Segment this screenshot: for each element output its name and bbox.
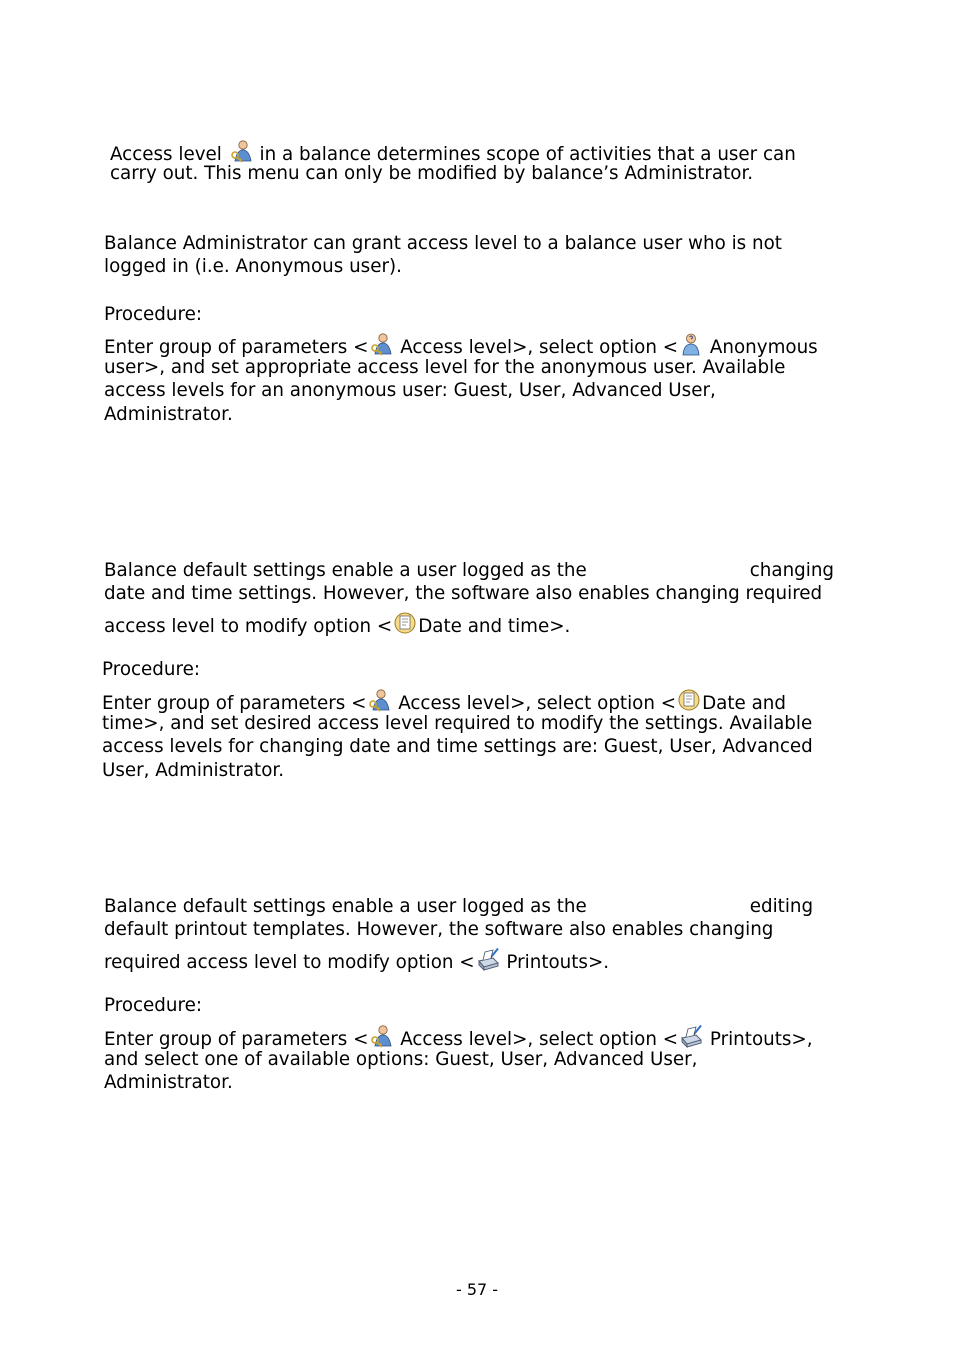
printer-pen-icon [476, 947, 500, 971]
procedure-label: Procedure: [102, 658, 201, 680]
printouts-description: Balance default settings enable a user logged as the editing default printout templates. However, the software also enables changing required access level to modify option < Printouts>. [104, 895, 814, 973]
datetime-procedure: Enter group of parameters < Access level>, select option < Date and time>, and set desired access level required to modify the settings. Available access levels for changing date and time settings are: Guest, User, Advanced User, Administrator. [102, 688, 813, 782]
anonymous-procedure: Enter group of parameters < Access level>, select option < Anonymous user>, and set appropriate access level for the anonymous user. Available access levels for an anonymous user: Guest, User, Advanced User, Administrator. [104, 332, 818, 426]
user-key-icon [229, 139, 253, 163]
procedure-label: Procedure: [104, 994, 203, 1016]
page-number: - 57 - [455, 1280, 499, 1299]
clock-document-icon [393, 611, 417, 635]
anonymous-description: Balance Administrator can grant access level to a balance user who is not logged in (i.e. Anonymous user). [104, 232, 782, 277]
datetime-description: Balance default settings enable a user logged as the changing date and time settings. However, the software also enables changing required access level to modify option < Date and time>. [104, 559, 835, 637]
user-key-icon [369, 1024, 393, 1048]
printer-pen-icon [679, 1024, 703, 1048]
anonymous-user-icon [679, 332, 703, 356]
user-key-icon [369, 332, 393, 356]
clock-document-icon [677, 688, 701, 712]
procedure-label: Procedure: [104, 303, 203, 325]
user-key-icon [367, 688, 391, 712]
printouts-procedure: Enter group of parameters < Access level>, select option < Printouts>, and select one of available options: Guest, User, Advanced User, Administrator. [104, 1024, 813, 1095]
intro-paragraph: Access level in a balance determines scope of activities that a user can carry out. This menu can only be modified by balance’s Administrator. [110, 139, 796, 186]
